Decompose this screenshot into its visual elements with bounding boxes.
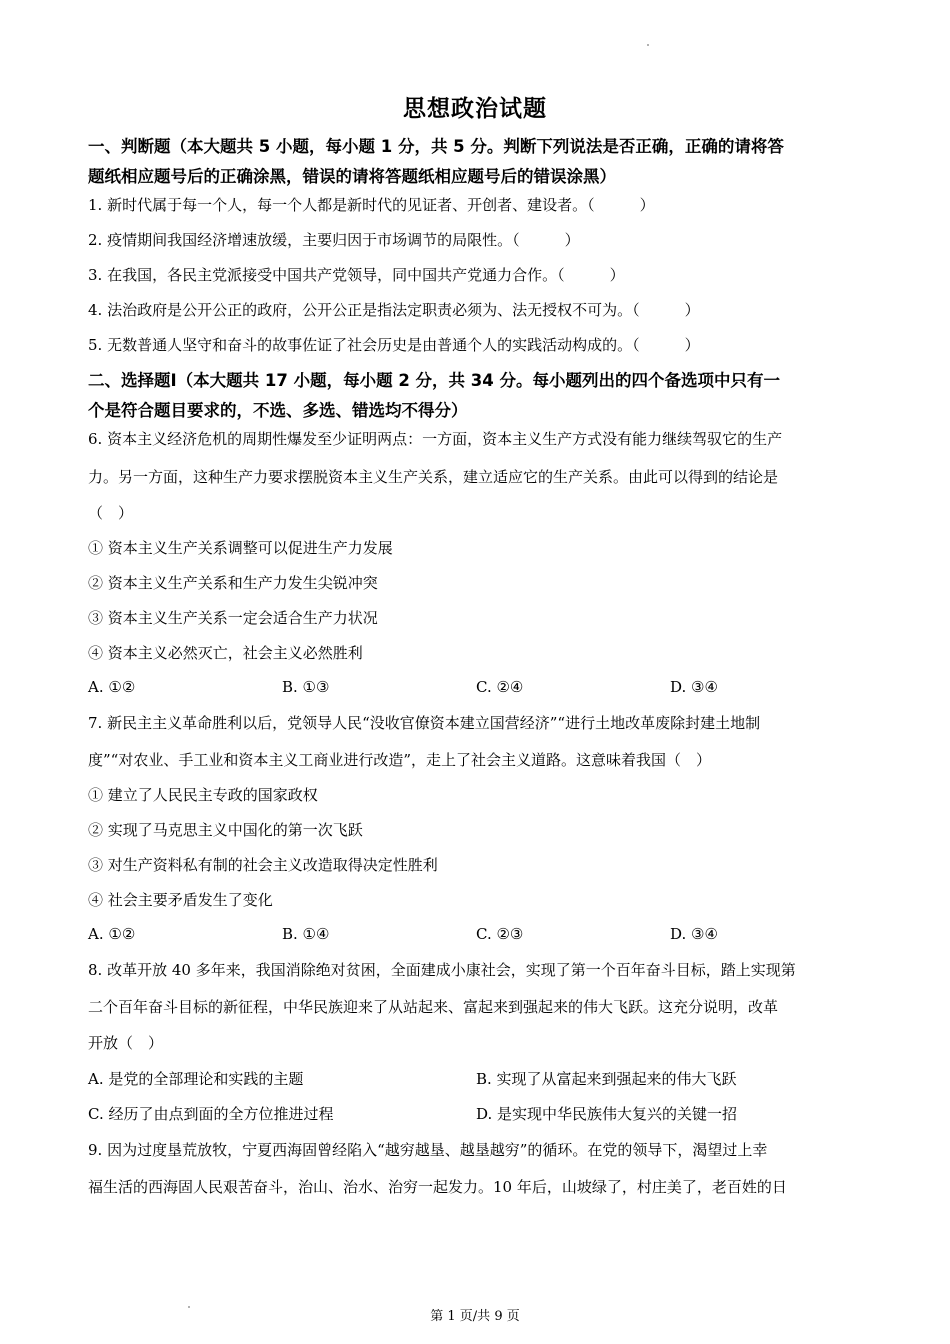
judgment-item-4: 4. 法治政府是公开公正的政府，公开公正是指法定职责必须为、法无授权不可为。（ ） <box>88 301 700 319</box>
q9-stem-line2: 福生活的西海固人民艰苦奋斗，治山、治水、治穷一起发力。10 年后，山坡绿了，村庄美了，老百姓的日 <box>88 1178 787 1196</box>
page-footer: 第 1 页/共 9 页 <box>430 1309 520 1324</box>
q8-stem-line1: 8. 改革开放 40 多年来，我国消除绝对贫困，全面建成小康社会，实现了第一个百年奋斗目标，踏上实现第 <box>88 961 796 979</box>
q6-option-b: B. ①③ <box>282 678 330 696</box>
q8-option-d: D. 是实现中华民族伟大复兴的关键一招 <box>476 1105 738 1123</box>
q7-stem-line1: 7. 新民主主义革命胜利以后，党领导人民“没收官僚资本建立国营经济”“进行土地改革废除封建土地制 <box>88 714 761 732</box>
q6-option-d: D. ③④ <box>670 678 718 696</box>
page-title: 思想政治试题 <box>403 96 547 122</box>
section2-heading-line1: 二、选择题Ⅰ（本大题共 17 小题，每小题 2 分，共 34 分。每小题列出的四个备选项中只有一 <box>88 371 781 390</box>
q6-statement-2: ② 资本主义生产关系和生产力发生尖锐冲突 <box>88 574 378 592</box>
q9-stem-line1: 9. 因为过度垦荒放牧，宁夏西海固曾经陷入“越穷越垦、越垦越穷”的循环。在党的领导下，渴望过上幸 <box>88 1141 768 1159</box>
q7-option-c: C. ②③ <box>476 925 524 943</box>
q6-statement-1: ① 资本主义生产关系调整可以促进生产力发展 <box>88 539 393 557</box>
judgment-item-3: 3. 在我国，各民主党派接受中国共产党领导，同中国共产党通力合作。（ ） <box>88 266 625 284</box>
judgment-item-5: 5. 无数普通人坚守和奋斗的故事佐证了社会历史是由普通个人的实践活动构成的。（ ） <box>88 336 700 354</box>
q6-stem-line2: 力。另一方面，这种生产力要求摆脱资本主义生产关系，建立适应它的生产关系。由此可以得到的结论是 <box>88 468 779 486</box>
q7-option-d: D. ③④ <box>670 925 718 943</box>
q7-statement-1: ① 建立了人民民主专政的国家政权 <box>88 786 318 804</box>
q6-stem-line3: （ ） <box>88 504 134 522</box>
q6-option-c: C. ②④ <box>476 678 524 696</box>
judgment-item-1: 1. 新时代属于每一个人，每一个人都是新时代的见证者、开创者、建设者。（ ） <box>88 196 655 214</box>
section1-heading-line1: 一、判断题（本大题共 5 小题，每小题 1 分，共 5 分。判断下列说法是否正确，正确的请将答 <box>88 137 784 156</box>
q6-option-a: A. ①② <box>88 678 136 696</box>
q8-stem-line3: 开放（ ） <box>88 1034 164 1052</box>
judgment-item-2: 2. 疫情期间我国经济增速放缓，主要归因于市场调节的局限性。（ ） <box>88 231 580 249</box>
q8-option-a: A. 是党的全部理论和实践的主题 <box>88 1070 304 1088</box>
q6-statement-4: ④ 资本主义必然灭亡，社会主义必然胜利 <box>88 644 363 662</box>
q7-statement-4: ④ 社会主要矛盾发生了变化 <box>88 891 273 909</box>
section1-heading <box>88 132 868 192</box>
q7-statement-2: ② 实现了马克思主义中国化的第一次飞跃 <box>88 821 363 839</box>
q7-option-a: A. ①② <box>88 925 136 943</box>
q7-stem-line2: 度”“对农业、手工业和资本主义工商业进行改造”，走上了社会主义道路。这意味着我国（ ） <box>88 751 712 769</box>
section2-heading-line2: 个是符合题目要求的，不选、多选、错选均不得分） <box>88 401 468 420</box>
q8-option-b: B. 实现了从富起来到强起来的伟大飞跃 <box>476 1070 737 1088</box>
section2-heading <box>88 366 868 426</box>
q8-option-c: C. 经历了由点到面的全方位推进过程 <box>88 1105 334 1123</box>
q6-statement-3: ③ 资本主义生产关系一定会适合生产力状况 <box>88 609 378 627</box>
q8-stem-line2: 二个百年奋斗目标的新征程，中华民族迎来了从站起来、富起来到强起来的伟大飞跃。这充分说明，改革 <box>88 998 779 1016</box>
section1-heading-line2: 题纸相应题号后的正确涂黑，错误的请将答题纸相应题号后的错误涂黑） <box>88 167 616 186</box>
q7-option-b: B. ①④ <box>282 925 330 943</box>
q6-stem-line1: 6. 资本主义经济危机的周期性爆发至少证明两点：一方面，资本主义生产方式没有能力继续驾驭它的生产 <box>88 430 783 448</box>
corner-mark-top <box>647 44 649 46</box>
q7-statement-3: ③ 对生产资料私有制的社会主义改造取得决定性胜利 <box>88 856 438 874</box>
